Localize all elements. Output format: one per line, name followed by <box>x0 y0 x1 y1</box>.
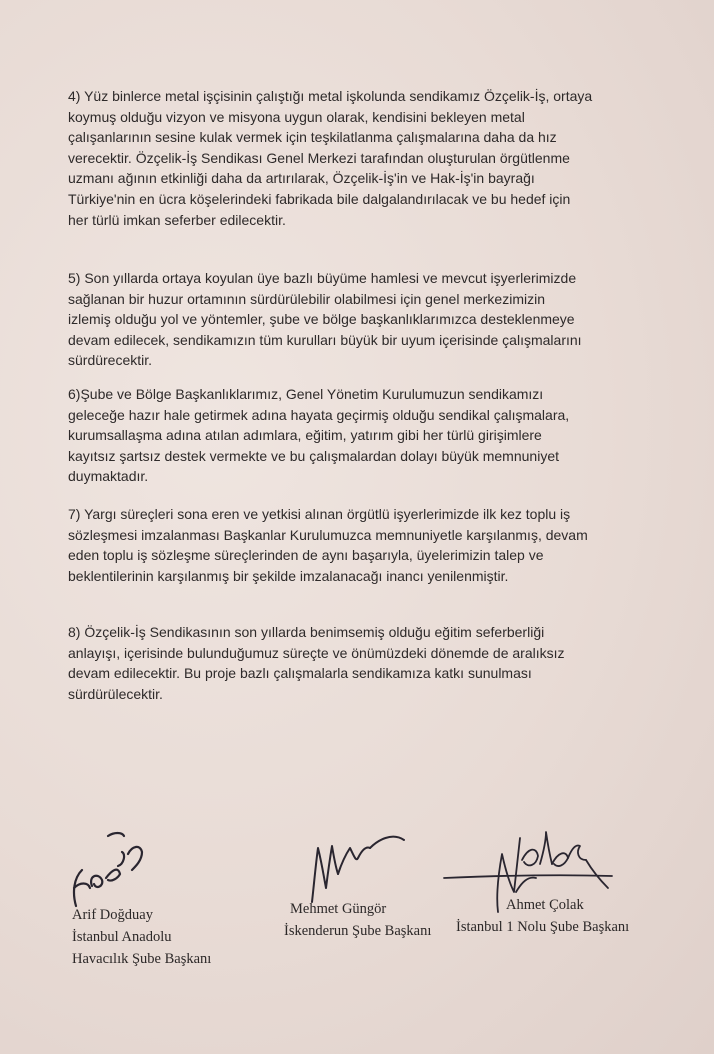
text-line: 8) Özçelik-İş Sendikasının son yıllarda benimsemiş olduğu eğitim seferberliği <box>68 624 545 640</box>
signatory-2 <box>284 898 431 942</box>
signature-2-handwriting <box>308 818 418 908</box>
text-line: verecektir. Özçelik-İş Sendikası Genel Merkezi tarafından oluşturulan örgütlenme <box>68 149 570 166</box>
text-line: sürdürülecektir. <box>68 685 163 702</box>
text-line: Türkiye'nin en ücra köşelerindeki fabrikada bile dalgalandırılacak ve bu hedef için <box>68 190 571 207</box>
text-line: kayıtsız şartsız destek vermekte ve bu çalışmalardan dolayı büyük memnuniyet <box>68 447 559 464</box>
text-line: 6)Şube ve Bölge Başkanlıklarımız, Genel Yönetim Kurulumuzun sendikamızı <box>68 386 544 402</box>
paragraph-7 <box>68 504 638 586</box>
text-line: izlemiş olduğu yol ve yöntemler, şube ve bölge başkanlıklarımızca desteklenmeye <box>68 311 575 328</box>
signatory-title: Havacılık Şube Başkanı <box>72 951 212 967</box>
paragraph-6 <box>68 384 638 487</box>
signatory-name: Arif Doğduay <box>72 907 153 923</box>
text-line: çalışanlarının sesine kulak vermek için teşkilatlanma çalışmalarına daha da hız <box>68 129 557 146</box>
signature-1-handwriting <box>62 826 172 916</box>
text-line: devam edilecektir. Bu proje bazlı çalışmalarla sendikamıza katkı sunulması <box>68 665 532 682</box>
text-line: 5) Son yıllarda ortaya koyulan üye bazlı büyüme hamlesi ve mevcut işyerlerimizde <box>68 270 577 286</box>
paragraph-5 <box>68 268 638 371</box>
text-line: sözleşmesi imzalanması Başkanlar Kurulumuzca memnuniyetle karşılanmış, devam <box>68 526 588 543</box>
signatory-3 <box>456 894 629 938</box>
text-line: uzmanı ağının etkinliği daha da artırılarak, Özçelik-İş'in ve Hak-İş'in bayrağı <box>68 170 535 187</box>
text-line: sürdürecektir. <box>68 352 153 369</box>
text-line: beklentilerinin karşılanmış bir şekilde imzalanacağı inancı yenilenmiştir. <box>68 567 509 584</box>
signatory-title: İskenderun Şube Başkanı <box>284 923 432 939</box>
text-line: kurumsallaşma adına atılan adımlara, eğitim, yatırım gibi her türlü girişimlere <box>68 427 542 444</box>
text-line: 4) Yüz binlerce metal işçisinin çalıştığı metal işkolunda sendikamız Özçelik-İş, ortaya <box>68 88 593 104</box>
signatory-name: Mehmet Güngör <box>290 901 387 917</box>
signatory-title: İstanbul Anadolu <box>72 929 172 945</box>
text-line: sağlanan bir huzur ortamının sürdürülebilir olabilmesi için genel merkezimizin <box>68 290 545 307</box>
text-line: eden toplu iş sözleşme süreçlerinden de aynı başarıyla, üyelerimizin talep ve <box>68 547 544 564</box>
paragraph-4 <box>68 86 638 230</box>
text-line: anlayışı, içerisinde bulunduğumuz süreçte ve önümüzdeki dönemde de aralıksız <box>68 644 565 661</box>
text-line: 7) Yargı süreçleri sona eren ve yetkisi alınan örgütlü işyerlerimizde ilk kez toplu iş <box>68 506 571 522</box>
signatory-1 <box>72 904 211 970</box>
paragraph-8 <box>68 622 638 704</box>
text-line: koymuş olduğu vizyon ve misyona uygun olarak, kendisini bekleyen metal <box>68 108 525 125</box>
text-line: her türlü imkan seferber edilecektir. <box>68 211 286 228</box>
text-line: duymaktadır. <box>68 468 149 485</box>
text-line: geleceğe hazır hale getirmek adına hayata geçirmiş olduğu sendikal çalışmalara, <box>68 406 570 423</box>
signatory-name: Ahmet Çolak <box>506 897 584 913</box>
signatory-title: İstanbul 1 Nolu Şube Başkanı <box>456 919 630 935</box>
text-line: devam edilecek, sendikamızın tüm kurulları büyük bir uyum içerisinde çalışmalarını <box>68 331 582 348</box>
